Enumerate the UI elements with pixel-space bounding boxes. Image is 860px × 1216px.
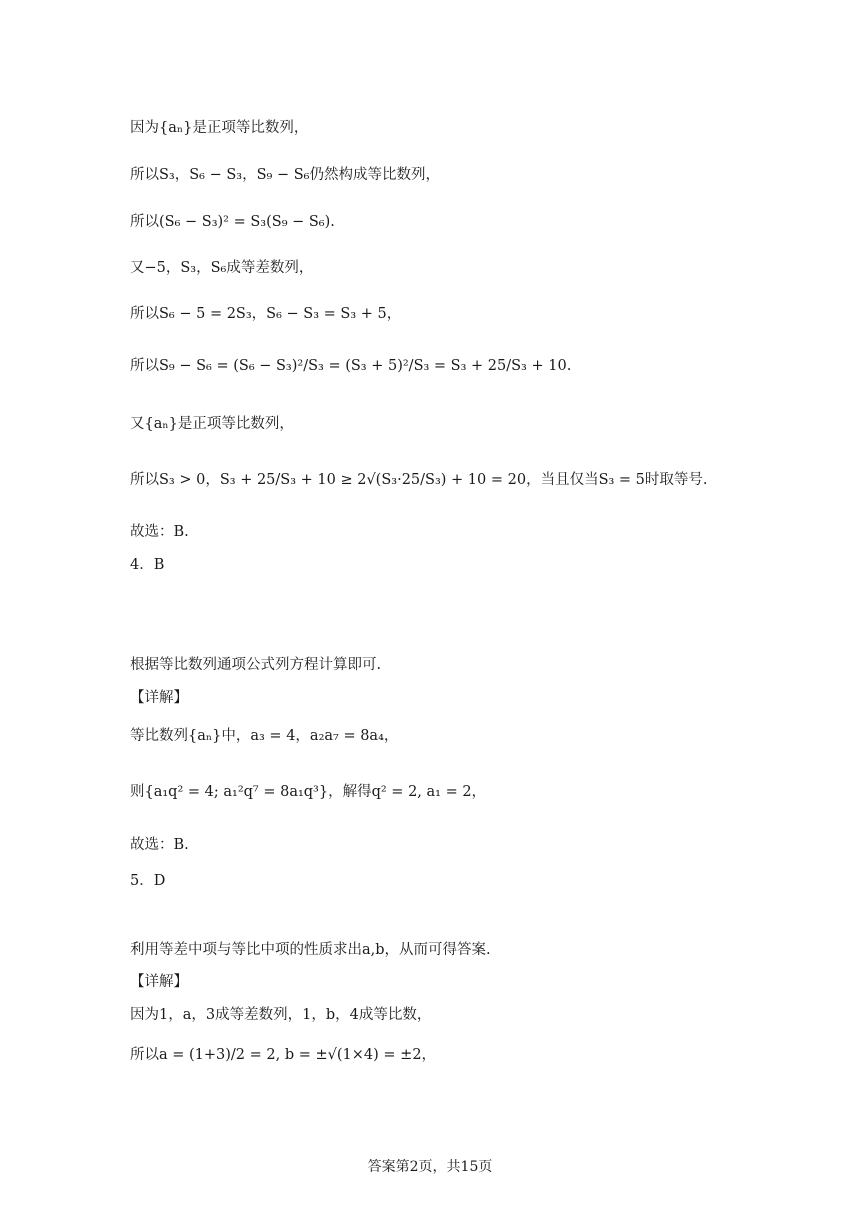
line-12: 【详解】 xyxy=(130,690,188,706)
line-9: 故选：B. xyxy=(130,524,189,540)
line-3: 所以(S₆ − S₃)² = S₃(S₉ − S₆). xyxy=(130,214,335,230)
line-1: 因为{aₙ}是正项等比数列， xyxy=(130,120,309,136)
line-8: 所以S₃ > 0，S₃ + 25/S₃ + 10 ≥ 2√(S₃·25/S₃) + 10 = 20，当且仅当S₃ = 5时取等号. xyxy=(130,472,708,488)
line-19: 因为1，a，3成等差数列，1，b，4成等比数， xyxy=(130,1007,432,1023)
line-11: 根据等比数列通项公式列方程计算即可. xyxy=(130,657,382,673)
line-20: 所以a = (1+3)/2 = 2, b = ±√(1×4) = ±2， xyxy=(130,1047,437,1063)
line-6: 所以S₉ − S₆ = (S₆ − S₃)²/S₃ = (S₃ + 5)²/S₃ = S₃ + 25/S₃ + 10. xyxy=(130,358,572,374)
line-5: 所以S₆ − 5 = 2S₃，S₆ − S₃ = S₃ + 5， xyxy=(130,306,402,322)
line-15: 故选：B. xyxy=(130,837,189,853)
line-13: 等比数列{aₙ}中，a₃ = 4，a₂a₇ = 8a₄， xyxy=(130,728,399,744)
page-footer: 答案第2页，共15页 xyxy=(367,1159,493,1175)
line-17: 利用等差中项与等比中项的性质求出a,b，从而可得答案. xyxy=(130,942,491,958)
line-2: 所以S₃，S₆ − S₃，S₉ − S₆仍然构成等比数列， xyxy=(130,167,440,183)
line-10: 4．B xyxy=(130,557,165,573)
line-4: 又−5，S₃，S₆成等差数列， xyxy=(130,260,314,276)
line-18: 【详解】 xyxy=(130,974,188,990)
line-14: 则{a₁q² = 4; a₁²q⁷ = 8a₁q³}，解得q² = 2, a₁ = 2， xyxy=(130,784,487,800)
line-7: 又{aₙ}是正项等比数列， xyxy=(130,416,294,432)
line-16: 5．D xyxy=(130,873,166,889)
